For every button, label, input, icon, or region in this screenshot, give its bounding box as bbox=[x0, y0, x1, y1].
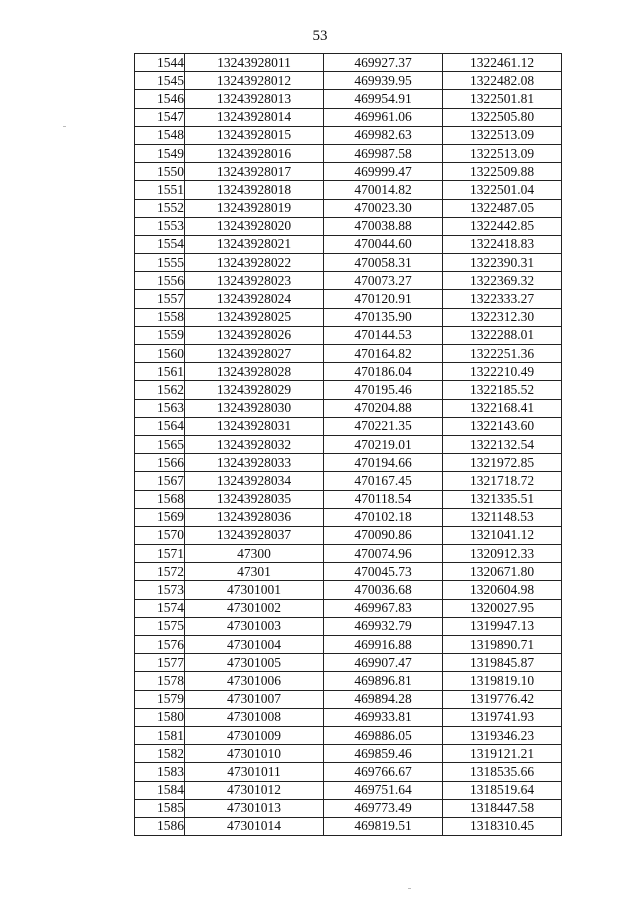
row-number-cell: 1546 bbox=[135, 90, 185, 108]
point-id-cell: 13243928019 bbox=[185, 199, 324, 217]
point-id-cell: 47301002 bbox=[185, 599, 324, 617]
x-coordinate-cell: 469886.05 bbox=[324, 726, 443, 744]
point-id-cell: 47301011 bbox=[185, 763, 324, 781]
table-row bbox=[135, 181, 562, 199]
x-coordinate-cell: 470221.35 bbox=[324, 417, 443, 435]
table-row bbox=[135, 272, 562, 290]
row-number-cell: 1572 bbox=[135, 563, 185, 581]
y-coordinate-cell: 1322442.85 bbox=[443, 217, 562, 235]
row-number-cell: 1586 bbox=[135, 817, 185, 835]
y-coordinate-cell: 1322461.12 bbox=[443, 54, 562, 72]
x-coordinate-cell: 470204.88 bbox=[324, 399, 443, 417]
page-number: 53 bbox=[312, 28, 328, 44]
x-coordinate-cell: 470167.45 bbox=[324, 472, 443, 490]
y-coordinate-cell: 1322505.80 bbox=[443, 108, 562, 126]
row-number-cell: 1563 bbox=[135, 399, 185, 417]
point-id-cell: 13243928024 bbox=[185, 290, 324, 308]
y-coordinate-cell: 1320604.98 bbox=[443, 581, 562, 599]
table-row bbox=[135, 126, 562, 144]
table-row bbox=[135, 72, 562, 90]
point-id-cell: 47300 bbox=[185, 545, 324, 563]
table-row bbox=[135, 417, 562, 435]
x-coordinate-cell: 470073.27 bbox=[324, 272, 443, 290]
table-row bbox=[135, 545, 562, 563]
table-row bbox=[135, 490, 562, 508]
coordinates-table-body bbox=[135, 54, 562, 836]
y-coordinate-cell: 1321972.85 bbox=[443, 454, 562, 472]
x-coordinate-cell: 469766.67 bbox=[324, 763, 443, 781]
row-number-cell: 1582 bbox=[135, 745, 185, 763]
point-id-cell: 47301001 bbox=[185, 581, 324, 599]
point-id-cell: 47301 bbox=[185, 563, 324, 581]
x-coordinate-cell: 469933.81 bbox=[324, 708, 443, 726]
row-number-cell: 1570 bbox=[135, 526, 185, 544]
x-coordinate-cell: 469896.81 bbox=[324, 672, 443, 690]
x-coordinate-cell: 469927.37 bbox=[324, 54, 443, 72]
point-id-cell: 13243928034 bbox=[185, 472, 324, 490]
coordinates-table bbox=[134, 53, 562, 836]
row-number-cell: 1547 bbox=[135, 108, 185, 126]
point-id-cell: 47301003 bbox=[185, 617, 324, 635]
row-number-cell: 1558 bbox=[135, 308, 185, 326]
y-coordinate-cell: 1319121.21 bbox=[443, 745, 562, 763]
row-number-cell: 1578 bbox=[135, 672, 185, 690]
x-coordinate-cell: 470195.46 bbox=[324, 381, 443, 399]
y-coordinate-cell: 1322501.81 bbox=[443, 90, 562, 108]
row-number-cell: 1581 bbox=[135, 726, 185, 744]
point-id-cell: 47301004 bbox=[185, 636, 324, 654]
x-coordinate-cell: 469939.95 bbox=[324, 72, 443, 90]
table-row bbox=[135, 745, 562, 763]
table-row bbox=[135, 599, 562, 617]
table-row bbox=[135, 799, 562, 817]
x-coordinate-cell: 469987.58 bbox=[324, 144, 443, 162]
point-id-cell: 47301009 bbox=[185, 726, 324, 744]
row-number-cell: 1548 bbox=[135, 126, 185, 144]
row-number-cell: 1550 bbox=[135, 163, 185, 181]
point-id-cell: 13243928025 bbox=[185, 308, 324, 326]
point-id-cell: 13243928033 bbox=[185, 454, 324, 472]
table-row bbox=[135, 235, 562, 253]
row-number-cell: 1585 bbox=[135, 799, 185, 817]
point-id-cell: 47301005 bbox=[185, 654, 324, 672]
point-id-cell: 13243928013 bbox=[185, 90, 324, 108]
x-coordinate-cell: 470014.82 bbox=[324, 181, 443, 199]
row-number-cell: 1566 bbox=[135, 454, 185, 472]
x-coordinate-cell: 470219.01 bbox=[324, 435, 443, 453]
point-id-cell: 13243928022 bbox=[185, 254, 324, 272]
x-coordinate-cell: 469982.63 bbox=[324, 126, 443, 144]
x-coordinate-cell: 470044.60 bbox=[324, 235, 443, 253]
y-coordinate-cell: 1319741.93 bbox=[443, 708, 562, 726]
y-coordinate-cell: 1321148.53 bbox=[443, 508, 562, 526]
x-coordinate-cell: 470036.68 bbox=[324, 581, 443, 599]
x-coordinate-cell: 470120.91 bbox=[324, 290, 443, 308]
point-id-cell: 13243928035 bbox=[185, 490, 324, 508]
point-id-cell: 13243928011 bbox=[185, 54, 324, 72]
y-coordinate-cell: 1319776.42 bbox=[443, 690, 562, 708]
row-number-cell: 1569 bbox=[135, 508, 185, 526]
y-coordinate-cell: 1321335.51 bbox=[443, 490, 562, 508]
table-row bbox=[135, 508, 562, 526]
y-coordinate-cell: 1322369.32 bbox=[443, 272, 562, 290]
point-id-cell: 13243928012 bbox=[185, 72, 324, 90]
point-id-cell: 47301010 bbox=[185, 745, 324, 763]
point-id-cell: 13243928030 bbox=[185, 399, 324, 417]
x-coordinate-cell: 469999.47 bbox=[324, 163, 443, 181]
point-id-cell: 47301014 bbox=[185, 817, 324, 835]
x-coordinate-cell: 470023.30 bbox=[324, 199, 443, 217]
row-number-cell: 1545 bbox=[135, 72, 185, 90]
table-row bbox=[135, 381, 562, 399]
x-coordinate-cell: 469894.28 bbox=[324, 690, 443, 708]
table-row bbox=[135, 108, 562, 126]
table-row bbox=[135, 581, 562, 599]
row-number-cell: 1561 bbox=[135, 363, 185, 381]
x-coordinate-cell: 470135.90 bbox=[324, 308, 443, 326]
table-row bbox=[135, 526, 562, 544]
y-coordinate-cell: 1322418.83 bbox=[443, 235, 562, 253]
table-row bbox=[135, 199, 562, 217]
row-number-cell: 1552 bbox=[135, 199, 185, 217]
point-id-cell: 47301008 bbox=[185, 708, 324, 726]
row-number-cell: 1557 bbox=[135, 290, 185, 308]
table-row bbox=[135, 654, 562, 672]
row-number-cell: 1579 bbox=[135, 690, 185, 708]
row-number-cell: 1564 bbox=[135, 417, 185, 435]
table-row bbox=[135, 308, 562, 326]
table-row bbox=[135, 726, 562, 744]
y-coordinate-cell: 1322501.04 bbox=[443, 181, 562, 199]
y-coordinate-cell: 1318447.58 bbox=[443, 799, 562, 817]
y-coordinate-cell: 1319890.71 bbox=[443, 636, 562, 654]
row-number-cell: 1576 bbox=[135, 636, 185, 654]
y-coordinate-cell: 1318535.66 bbox=[443, 763, 562, 781]
x-coordinate-cell: 469954.91 bbox=[324, 90, 443, 108]
row-number-cell: 1568 bbox=[135, 490, 185, 508]
row-number-cell: 1562 bbox=[135, 381, 185, 399]
x-coordinate-cell: 469916.88 bbox=[324, 636, 443, 654]
x-coordinate-cell: 469773.49 bbox=[324, 799, 443, 817]
point-id-cell: 47301006 bbox=[185, 672, 324, 690]
point-id-cell: 13243928023 bbox=[185, 272, 324, 290]
table-row bbox=[135, 617, 562, 635]
point-id-cell: 13243928021 bbox=[185, 235, 324, 253]
x-coordinate-cell: 470074.96 bbox=[324, 545, 443, 563]
row-number-cell: 1544 bbox=[135, 54, 185, 72]
table-row bbox=[135, 399, 562, 417]
x-coordinate-cell: 470058.31 bbox=[324, 254, 443, 272]
y-coordinate-cell: 1319845.87 bbox=[443, 654, 562, 672]
point-id-cell: 13243928032 bbox=[185, 435, 324, 453]
y-coordinate-cell: 1319947.13 bbox=[443, 617, 562, 635]
y-coordinate-cell: 1322487.05 bbox=[443, 199, 562, 217]
y-coordinate-cell: 1322312.30 bbox=[443, 308, 562, 326]
table-row bbox=[135, 763, 562, 781]
x-coordinate-cell: 470164.82 bbox=[324, 345, 443, 363]
x-coordinate-cell: 470194.66 bbox=[324, 454, 443, 472]
y-coordinate-cell: 1322168.41 bbox=[443, 399, 562, 417]
table-row bbox=[135, 254, 562, 272]
y-coordinate-cell: 1318310.45 bbox=[443, 817, 562, 835]
table-row bbox=[135, 345, 562, 363]
row-number-cell: 1567 bbox=[135, 472, 185, 490]
x-coordinate-cell: 469819.51 bbox=[324, 817, 443, 835]
x-coordinate-cell: 470118.54 bbox=[324, 490, 443, 508]
table-row bbox=[135, 144, 562, 162]
point-id-cell: 13243928017 bbox=[185, 163, 324, 181]
y-coordinate-cell: 1319346.23 bbox=[443, 726, 562, 744]
y-coordinate-cell: 1321718.72 bbox=[443, 472, 562, 490]
x-coordinate-cell: 469932.79 bbox=[324, 617, 443, 635]
point-id-cell: 13243928028 bbox=[185, 363, 324, 381]
point-id-cell: 13243928036 bbox=[185, 508, 324, 526]
x-coordinate-cell: 469907.47 bbox=[324, 654, 443, 672]
y-coordinate-cell: 1322251.36 bbox=[443, 345, 562, 363]
table-row bbox=[135, 326, 562, 344]
x-coordinate-cell: 469967.83 bbox=[324, 599, 443, 617]
y-coordinate-cell: 1322143.60 bbox=[443, 417, 562, 435]
table-row bbox=[135, 472, 562, 490]
point-id-cell: 47301012 bbox=[185, 781, 324, 799]
table-row bbox=[135, 290, 562, 308]
row-number-cell: 1553 bbox=[135, 217, 185, 235]
y-coordinate-cell: 1320671.80 bbox=[443, 563, 562, 581]
y-coordinate-cell: 1322513.09 bbox=[443, 126, 562, 144]
scan-mark bbox=[408, 888, 411, 889]
table-row bbox=[135, 690, 562, 708]
table-row bbox=[135, 636, 562, 654]
row-number-cell: 1556 bbox=[135, 272, 185, 290]
point-id-cell: 13243928015 bbox=[185, 126, 324, 144]
point-id-cell: 13243928037 bbox=[185, 526, 324, 544]
table-row bbox=[135, 817, 562, 835]
y-coordinate-cell: 1322513.09 bbox=[443, 144, 562, 162]
point-id-cell: 13243928026 bbox=[185, 326, 324, 344]
x-coordinate-cell: 470045.73 bbox=[324, 563, 443, 581]
row-number-cell: 1577 bbox=[135, 654, 185, 672]
table-row bbox=[135, 708, 562, 726]
y-coordinate-cell: 1322482.08 bbox=[443, 72, 562, 90]
row-number-cell: 1575 bbox=[135, 617, 185, 635]
row-number-cell: 1549 bbox=[135, 144, 185, 162]
point-id-cell: 13243928016 bbox=[185, 144, 324, 162]
row-number-cell: 1574 bbox=[135, 599, 185, 617]
y-coordinate-cell: 1318519.64 bbox=[443, 781, 562, 799]
row-number-cell: 1551 bbox=[135, 181, 185, 199]
x-coordinate-cell: 470186.04 bbox=[324, 363, 443, 381]
y-coordinate-cell: 1322509.88 bbox=[443, 163, 562, 181]
table-row bbox=[135, 435, 562, 453]
y-coordinate-cell: 1322333.27 bbox=[443, 290, 562, 308]
table-row bbox=[135, 781, 562, 799]
y-coordinate-cell: 1322288.01 bbox=[443, 326, 562, 344]
y-coordinate-cell: 1320912.33 bbox=[443, 545, 562, 563]
point-id-cell: 13243928014 bbox=[185, 108, 324, 126]
y-coordinate-cell: 1321041.12 bbox=[443, 526, 562, 544]
point-id-cell: 13243928029 bbox=[185, 381, 324, 399]
row-number-cell: 1584 bbox=[135, 781, 185, 799]
table-row bbox=[135, 672, 562, 690]
table-row bbox=[135, 90, 562, 108]
x-coordinate-cell: 470102.18 bbox=[324, 508, 443, 526]
row-number-cell: 1573 bbox=[135, 581, 185, 599]
x-coordinate-cell: 470090.86 bbox=[324, 526, 443, 544]
point-id-cell: 13243928020 bbox=[185, 217, 324, 235]
y-coordinate-cell: 1322132.54 bbox=[443, 435, 562, 453]
x-coordinate-cell: 469859.46 bbox=[324, 745, 443, 763]
table-row bbox=[135, 454, 562, 472]
table-row bbox=[135, 217, 562, 235]
point-id-cell: 13243928031 bbox=[185, 417, 324, 435]
y-coordinate-cell: 1322185.52 bbox=[443, 381, 562, 399]
point-id-cell: 13243928018 bbox=[185, 181, 324, 199]
row-number-cell: 1565 bbox=[135, 435, 185, 453]
row-number-cell: 1559 bbox=[135, 326, 185, 344]
row-number-cell: 1583 bbox=[135, 763, 185, 781]
row-number-cell: 1555 bbox=[135, 254, 185, 272]
table-row bbox=[135, 54, 562, 72]
y-coordinate-cell: 1319819.10 bbox=[443, 672, 562, 690]
row-number-cell: 1554 bbox=[135, 235, 185, 253]
row-number-cell: 1580 bbox=[135, 708, 185, 726]
x-coordinate-cell: 469961.06 bbox=[324, 108, 443, 126]
table-row bbox=[135, 163, 562, 181]
point-id-cell: 47301013 bbox=[185, 799, 324, 817]
x-coordinate-cell: 469751.64 bbox=[324, 781, 443, 799]
y-coordinate-cell: 1322390.31 bbox=[443, 254, 562, 272]
x-coordinate-cell: 470038.88 bbox=[324, 217, 443, 235]
table-row bbox=[135, 563, 562, 581]
y-coordinate-cell: 1320027.95 bbox=[443, 599, 562, 617]
table-row bbox=[135, 363, 562, 381]
point-id-cell: 47301007 bbox=[185, 690, 324, 708]
y-coordinate-cell: 1322210.49 bbox=[443, 363, 562, 381]
point-id-cell: 13243928027 bbox=[185, 345, 324, 363]
scan-mark bbox=[63, 126, 66, 127]
row-number-cell: 1571 bbox=[135, 545, 185, 563]
x-coordinate-cell: 470144.53 bbox=[324, 326, 443, 344]
row-number-cell: 1560 bbox=[135, 345, 185, 363]
